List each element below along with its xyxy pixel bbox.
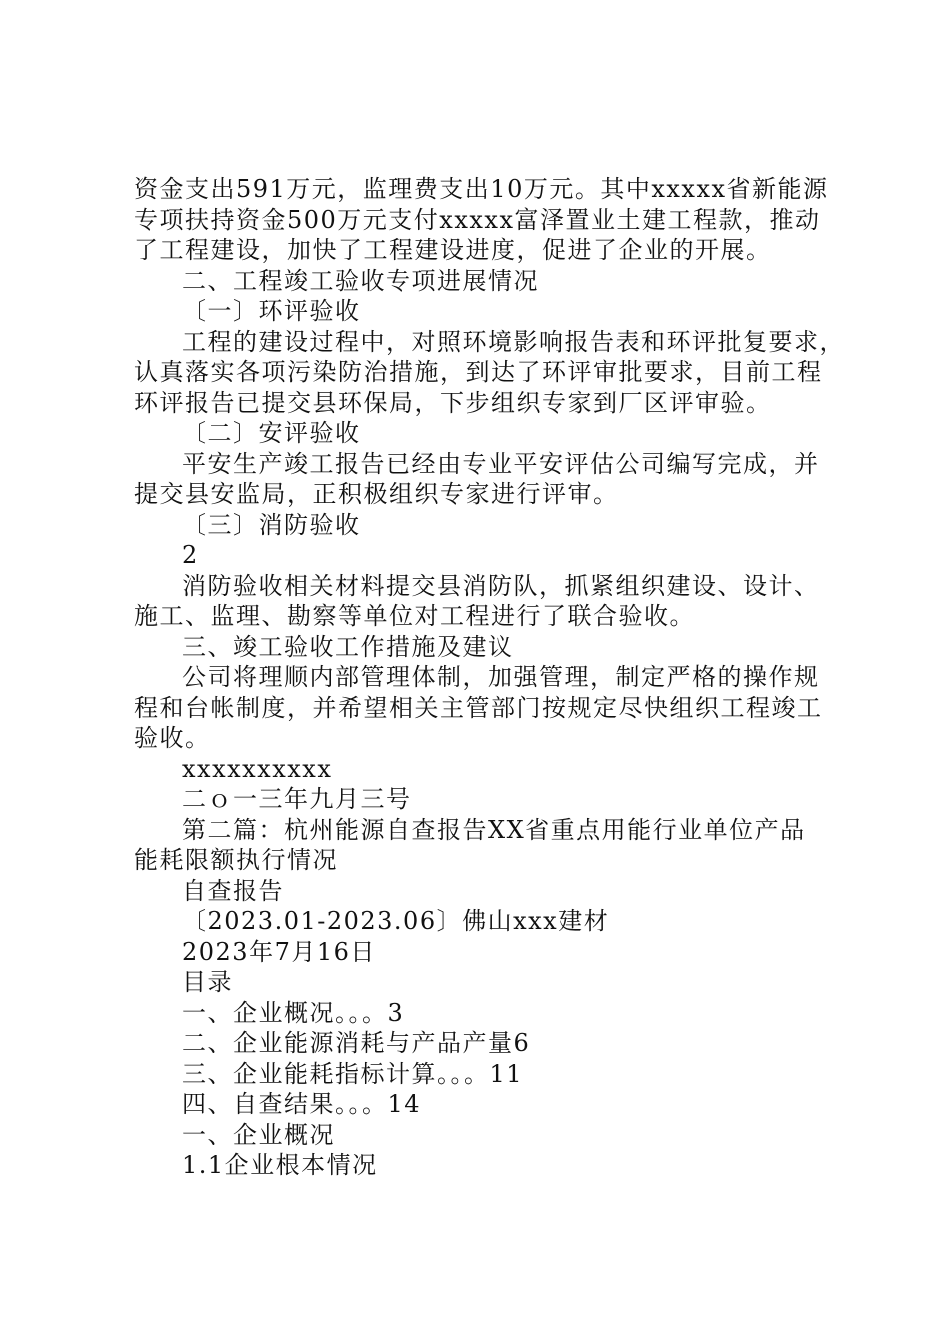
toc-item: 四、自查结果。。。14 bbox=[182, 1090, 422, 1118]
text-line: 平安生产竣工报告已经由专业平安评估公司编写完成，并 bbox=[182, 449, 820, 478]
text-line: 施工、监理、勘察等单位对工程进行了联合验收。 bbox=[134, 602, 695, 630]
report-date: 2023年7月16日 bbox=[182, 937, 376, 966]
chapter-title-continued: 能耗限额执行情况 bbox=[134, 846, 338, 874]
text-line: 程和台帐制度，并希望相关主管部门按规定尽快组织工程竣工 bbox=[134, 693, 823, 722]
section-heading: 三、竣工验收工作措施及建议 bbox=[182, 632, 514, 661]
report-period: 〔2023.01-2023.06〕佛山xxx建材 bbox=[182, 907, 610, 935]
text-line: 验收。 bbox=[134, 724, 211, 752]
report-title: 自查报告 bbox=[182, 876, 284, 905]
subsection-heading: 1.1企业根本情况 bbox=[182, 1151, 378, 1179]
text-line: 环评报告已提交县环保局，下步组织专家到厂区评审验。 bbox=[134, 388, 772, 417]
document-page bbox=[134, 174, 845, 1181]
subsection-heading: 〔二〕安评验收 bbox=[182, 419, 361, 447]
text-line: 工程的建设过程中，对照环境影响报告表和环评批复要求， bbox=[182, 327, 845, 356]
signature-name: xxxxxxxxxx bbox=[182, 754, 333, 783]
text-line: 认真落实各项污染防治措施，到达了环评审批要求，目前工程 bbox=[134, 358, 823, 386]
text-line: 专项扶持资金500万元支付xxxxx富泽置业土建工程款，推动 bbox=[134, 205, 821, 234]
toc-item: 一、企业概况。。。3 bbox=[182, 998, 405, 1027]
section-heading: 一、企业概况 bbox=[182, 1120, 335, 1149]
text-line: 公司将理顺内部管理体制，加强管理，制定严格的操作规 bbox=[182, 663, 820, 691]
chapter-title: 第二篇：杭州能源自查报告XX省重点用能行业单位产品 bbox=[182, 815, 806, 844]
subsection-heading: 〔一〕环评验收 bbox=[182, 297, 361, 325]
subsection-heading: 〔三〕消防验收 bbox=[182, 510, 361, 539]
toc-item: 三、企业能耗指标计算。。。11 bbox=[182, 1059, 524, 1088]
text-line: 提交县安监局，正积极组织专家进行评审。 bbox=[134, 480, 619, 508]
toc-item: 二、企业能源消耗与产品产量6 bbox=[182, 1029, 531, 1057]
signature-date: 二ｏ一三年九月三号 bbox=[182, 785, 412, 813]
text-line: 资金支出591万元，监理费支出10万元。其中xxxxx省新能源 bbox=[134, 175, 829, 203]
text-line: 了工程建设，加快了工程建设进度，促进了企业的开展。 bbox=[134, 236, 772, 264]
page-number: 2 bbox=[182, 541, 199, 569]
text-line: 消防验收相关材料提交县消防队，抓紧组织建设、设计、 bbox=[182, 571, 820, 600]
toc-heading: 目录 bbox=[182, 968, 233, 996]
section-heading: 二、工程竣工验收专项进展情况 bbox=[182, 266, 539, 295]
